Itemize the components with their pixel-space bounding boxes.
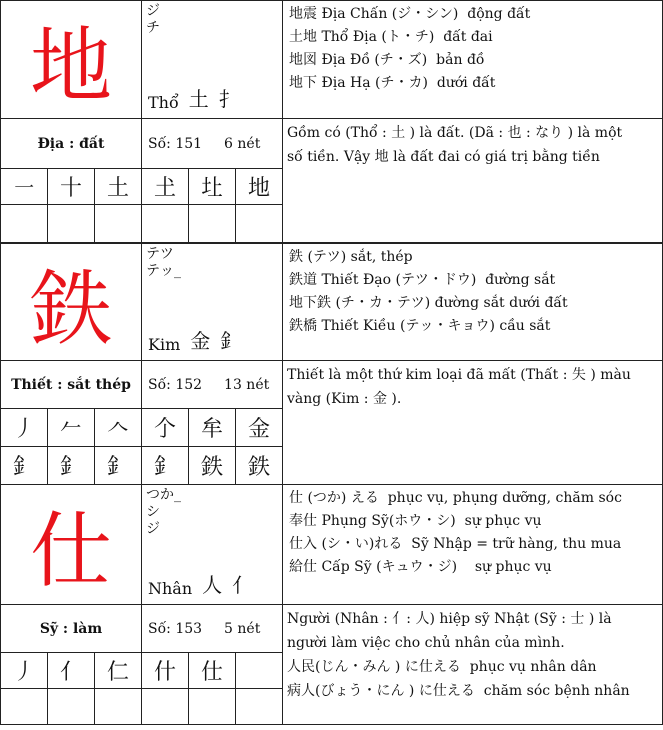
kanji-number: Số: 153: [148, 620, 203, 637]
stroke-order-cell: 十: [47, 168, 95, 205]
radical-name: Thổ: [148, 93, 179, 112]
kana-readings: つか_ シ ジ: [146, 487, 181, 537]
stroke-order-cell: 釒: [141, 446, 189, 485]
description-line: 病人(びょう・にん ) に仕える chăm sóc bệnh nhân: [287, 683, 630, 699]
stroke-order-cell: [141, 204, 189, 243]
kanji-title: Sỹ : làm: [0, 604, 142, 653]
kanji-description: [282, 360, 663, 485]
meaning-item: 地下 Địa Hạ (チ・カ) dưới đất: [289, 75, 496, 91]
stroke-order-cell: [0, 688, 48, 725]
description-line: Người (Nhân : 亻: 人) hiệp sỹ Nhật (Sỹ : 士 ) là: [287, 611, 612, 627]
kanji-number-strokes: [141, 360, 283, 409]
meanings-list: [282, 484, 663, 605]
stroke-order-cell: 什: [141, 652, 189, 689]
stroke-order-cell: 丿: [0, 408, 48, 447]
radical-glyph: 人: [202, 573, 223, 597]
kanji-title: Địa : đất: [0, 118, 142, 169]
radical-glyph: 土: [188, 87, 209, 111]
radical-name: Kim: [148, 335, 181, 354]
stroke-count: 5 nét: [224, 620, 261, 637]
kana-readings: テツ テッ_: [146, 246, 181, 279]
radical-name: Nhân: [148, 579, 193, 598]
stroke-order-cell: 圵: [188, 168, 236, 205]
radical-glyph: 釒: [220, 329, 241, 353]
meaning-item: 土地 Thổ Địa (ト・チ) đất đai: [289, 29, 493, 45]
stroke-order-cell: [94, 688, 142, 725]
meanings-list: [282, 0, 663, 119]
stroke-order-cell: 釒: [47, 446, 95, 485]
readings-cell: [141, 243, 283, 361]
stroke-order-cell: [0, 204, 48, 243]
radical-glyph: 亻: [232, 573, 253, 597]
kanji-character: 鉄: [0, 243, 142, 361]
meaning-item: 鉄 (テツ) sắt, thép: [289, 249, 413, 265]
kana-readings: ジ チ: [146, 3, 160, 36]
stroke-order-cell: [235, 204, 283, 243]
kanji-character: 地: [0, 0, 142, 119]
kanji-description: [282, 604, 663, 725]
stroke-order-cell: 地: [235, 168, 283, 205]
readings-cell: [141, 484, 283, 605]
stroke-order-cell: 𠂉: [47, 408, 95, 447]
stroke-order-cell: 鉄: [188, 446, 236, 485]
stroke-order-cell: [188, 204, 236, 243]
description-line: người làm việc cho chủ nhân của mình.: [287, 635, 565, 651]
stroke-order-cell: 釒: [94, 446, 142, 485]
meaning-item: 地図 Địa Đồ (チ・ズ) bản đồ: [289, 52, 485, 68]
stroke-order-cell: 丿: [0, 652, 48, 689]
stroke-order-cell: [94, 204, 142, 243]
stroke-order-cell: 牟: [188, 408, 236, 447]
kanji-number: Số: 151: [148, 135, 203, 152]
stroke-order-cell: 金: [235, 408, 283, 447]
description-line: Thiết là một thứ kim loại đã mất (Thất : 失 ) màu: [287, 367, 631, 383]
radical-row: [148, 325, 240, 354]
stroke-order-cell: ㇐: [0, 168, 48, 205]
kanji-number: Số: 152: [148, 376, 203, 393]
meaning-item: 奉仕 Phụng Sỹ(ホウ・シ) sự phục vụ: [289, 513, 542, 529]
stroke-order-cell: 仕: [188, 652, 236, 689]
description-line: vàng (Kim : 金 ).: [287, 391, 402, 407]
description-line: số tiền. Vậy 地 là đất đai có giá trị bằng tiền: [287, 149, 600, 165]
readings-cell: [141, 0, 283, 119]
stroke-order-cell: 仁: [94, 652, 142, 689]
stroke-order-cell: [47, 688, 95, 725]
meaning-item: 鉄橋 Thiết Kiều (テッ・キョウ) cầu sắt: [289, 318, 551, 334]
kanji-description: [282, 118, 663, 243]
stroke-order-cell: 𠆤: [141, 408, 189, 447]
meaning-item: 鉄道 Thiết Đạo (テツ・ドウ) đường sắt: [289, 272, 556, 288]
stroke-order-cell: [235, 652, 283, 689]
stroke-order-cell: [141, 688, 189, 725]
description-line: 人民(じん・みん ) に仕える phục vụ nhân dân: [287, 659, 597, 675]
meaning-item: 地下鉄 (チ・カ・テツ) đường sắt dưới đất: [289, 295, 568, 311]
stroke-order-cell: 𠆢: [94, 408, 142, 447]
meaning-item: 給仕 Cấp Sỹ (キュウ・ジ) sự phục vụ: [289, 559, 552, 575]
stroke-count: 13 nét: [224, 376, 270, 393]
stroke-order-cell: [235, 688, 283, 725]
stroke-order-cell: 鉄: [235, 446, 283, 485]
kanji-block: [0, 484, 663, 724]
radical-row: [148, 569, 252, 598]
meaning-item: 仕入 (シ・い)れる Sỹ Nhập = trữ hàng, thu mua: [289, 536, 622, 552]
stroke-order-cell: 亻: [47, 652, 95, 689]
stroke-order-cell: 土: [94, 168, 142, 205]
kanji-number-strokes: [141, 118, 283, 169]
stroke-order-cell: [47, 204, 95, 243]
stroke-order-cell: 釒: [0, 446, 48, 485]
stroke-count: 6 nét: [224, 135, 261, 152]
kanji-block: [0, 0, 663, 242]
kanji-number-strokes: [141, 604, 283, 653]
meaning-item: 地震 Địa Chấn (ジ・シン) động đất: [289, 6, 531, 22]
stroke-order-cell: [188, 688, 236, 725]
meaning-item: 仕 (つか) える phục vụ, phụng dưỡng, chăm sóc: [289, 490, 622, 506]
radical-glyph: 金: [190, 329, 211, 353]
kanji-title: Thiết : sắt thép: [0, 360, 142, 409]
kanji-character: 仕: [0, 484, 142, 605]
kanji-block: [0, 243, 663, 484]
radical-glyph: 扌: [218, 87, 239, 111]
stroke-order-cell: 𡈽: [141, 168, 189, 205]
meanings-list: [282, 243, 663, 361]
description-line: Gồm có (Thổ : 土 ) là đất. (Dã : 也 : なり ) là một: [287, 125, 623, 141]
radical-row: [148, 83, 239, 112]
